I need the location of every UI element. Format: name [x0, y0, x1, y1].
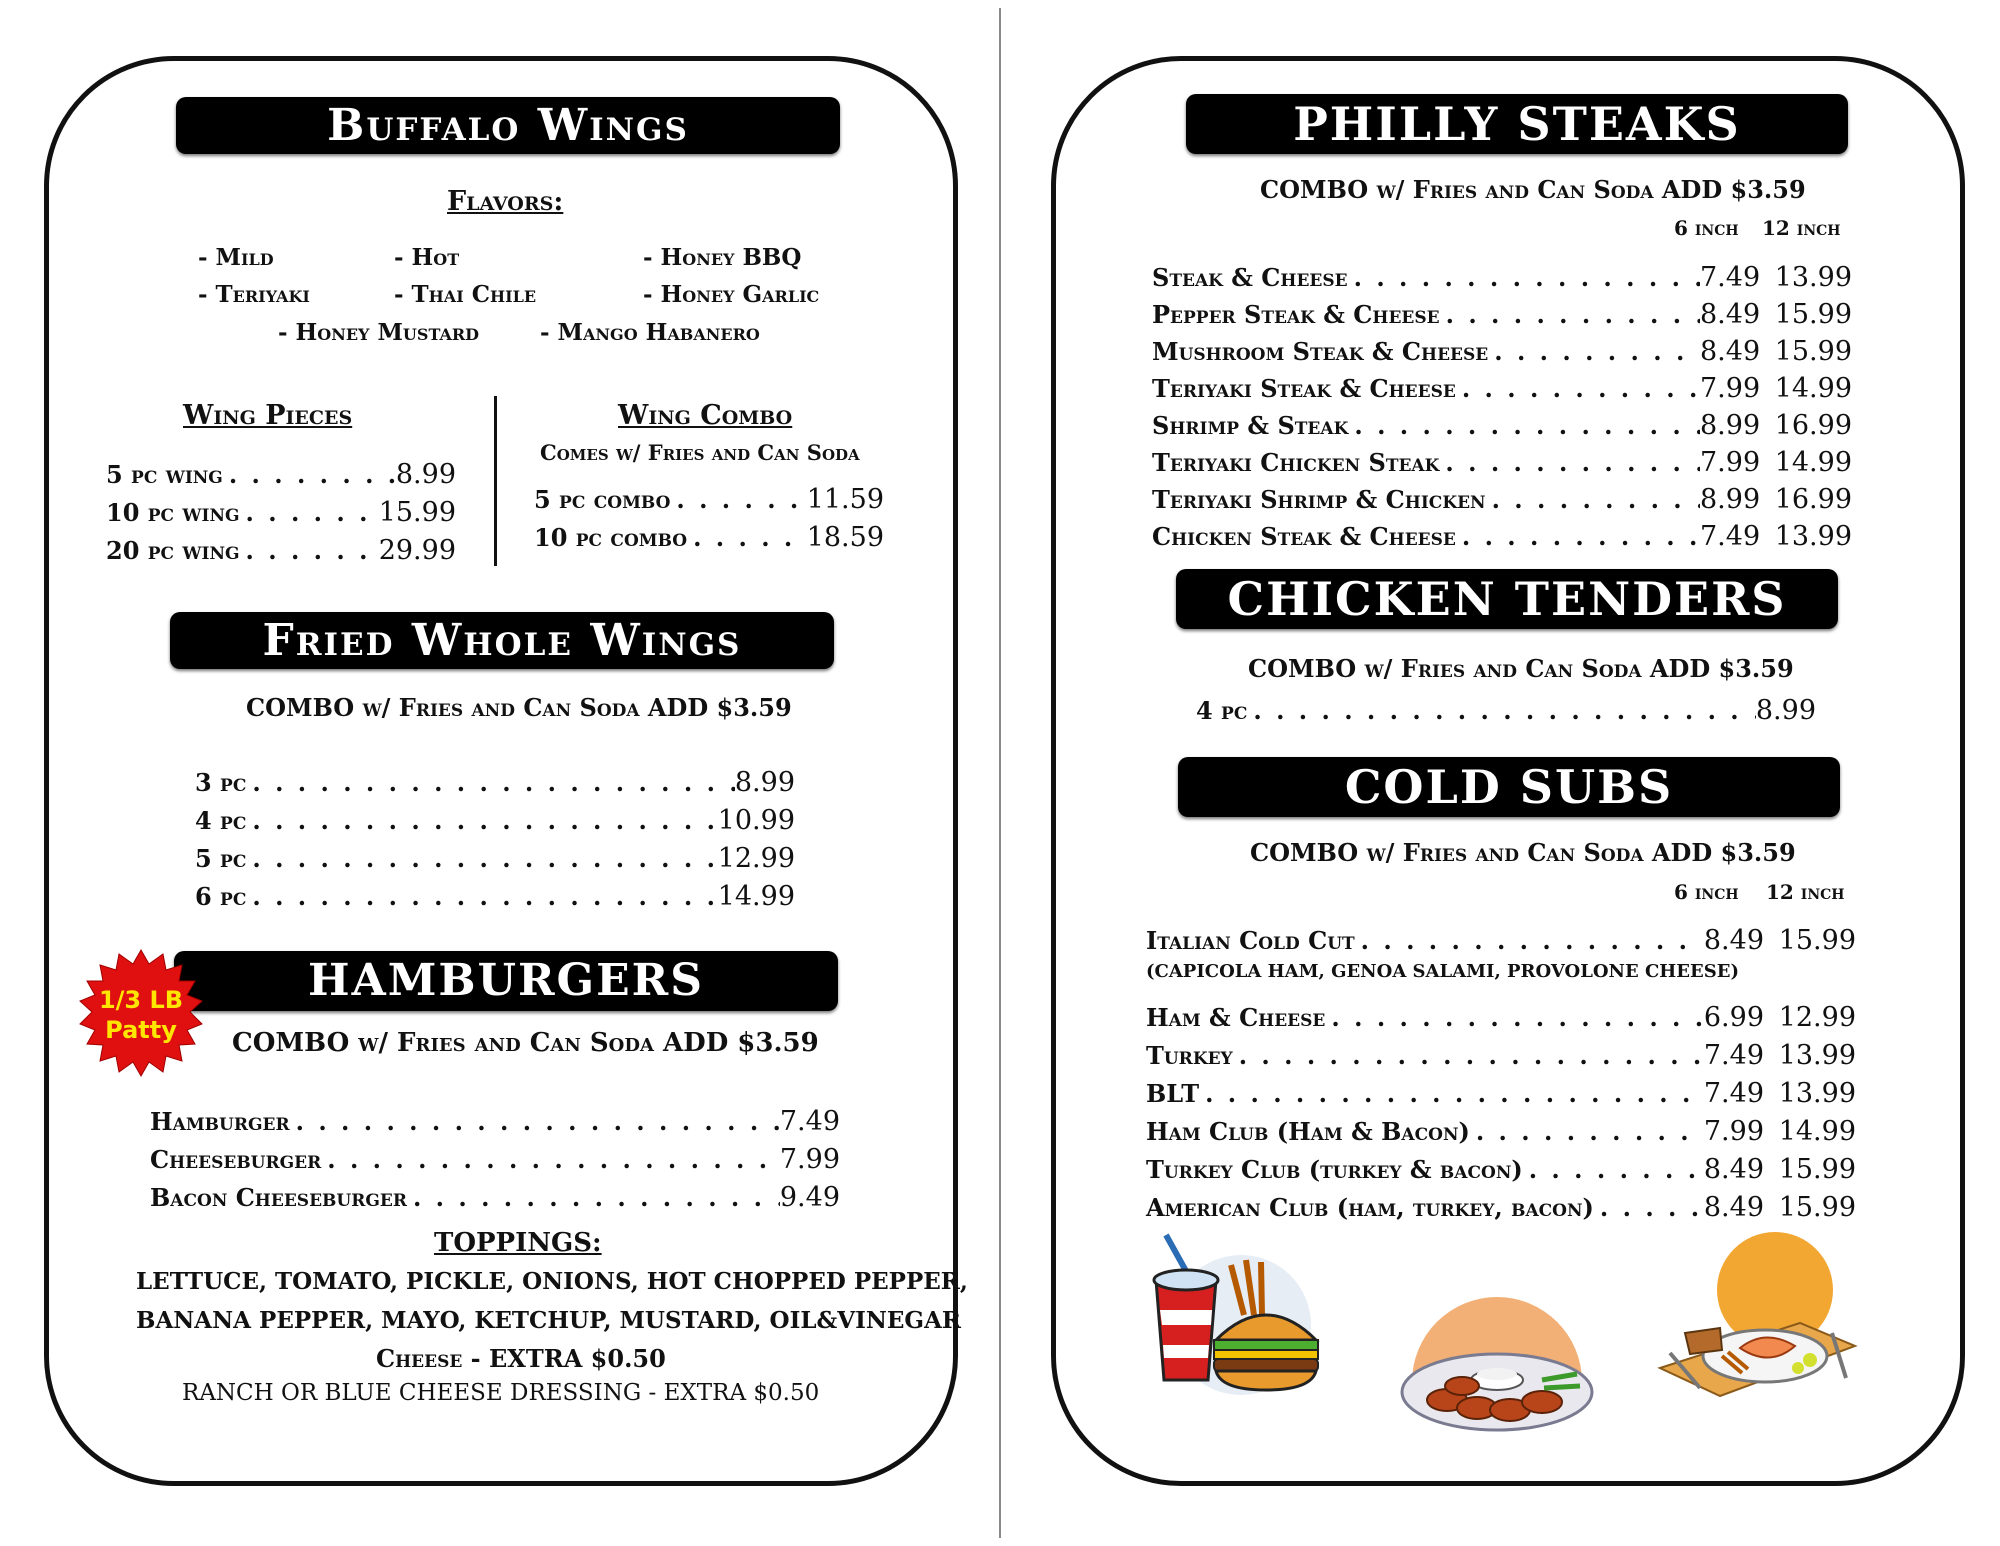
item-name: 3 pc: [195, 768, 247, 797]
toppings-heading: TOPPINGS:: [434, 1228, 602, 1258]
price-6inch: 8.99: [1700, 484, 1761, 515]
item-name: Cheeseburger: [150, 1145, 322, 1174]
price-6inch: 8.49: [1703, 925, 1764, 956]
philly-col-12inch: 12 inch: [1762, 216, 1841, 240]
price-12inch: 13.99: [1778, 1040, 1856, 1071]
item-price: 8.99: [395, 459, 456, 490]
price-12inch: 16.99: [1774, 410, 1852, 441]
fried-whole-wings-combo: COMBO w/ Fries and Can Soda ADD $3.59: [246, 693, 792, 722]
wings-dip-illustration: [1392, 1262, 1602, 1437]
item-price: 8.99: [1755, 695, 1816, 726]
salmon-plate-illustration: [1650, 1228, 1860, 1403]
fried-wings-row: [195, 767, 795, 798]
philly-steak-row: [1152, 373, 1852, 404]
tenders-row: [1196, 695, 1816, 726]
price-12inch: 15.99: [1778, 925, 1856, 956]
philly-steak-row: [1152, 521, 1852, 552]
price-12inch: 14.99: [1774, 447, 1852, 478]
flavors-heading: Flavors:: [447, 186, 564, 217]
badge-line1: 1/3 LB: [98, 986, 184, 1014]
item-price: 29.99: [378, 535, 456, 566]
item-name: Ham Club (Ham & Bacon): [1146, 1117, 1470, 1146]
price-12inch: 13.99: [1778, 1078, 1856, 1109]
flavor-teriyaki: - Teriyaki: [198, 281, 310, 308]
item-price: 15.99: [378, 497, 456, 528]
price-12inch: 15.99: [1774, 336, 1852, 367]
item-name: Shrimp & Steak: [1152, 411, 1349, 440]
cold-sub-row: [1146, 1116, 1856, 1147]
philly-steak-row: [1152, 262, 1852, 293]
wing-section-divider: [494, 396, 497, 566]
price-6inch: 7.99: [1703, 1116, 1764, 1147]
tenders-combo: COMBO w/ Fries and Can Soda ADD $3.59: [1248, 654, 1794, 683]
fried-wings-row: [195, 805, 795, 836]
cold-subs-combo: COMBO w/ Fries and Can Soda ADD $3.59: [1250, 838, 1796, 867]
cold-sub-row: [1146, 1154, 1856, 1185]
item-price: 9.49: [779, 1182, 840, 1213]
toppings-line-2: BANANA PEPPER, MAYO, KETCHUP, MUSTARD, OIL&VINEGAR: [136, 1307, 962, 1334]
badge-line2: Patty: [105, 1016, 177, 1044]
wing-pieces-row: [106, 497, 456, 528]
item-name: Teriyaki Chicken Steak: [1152, 448, 1440, 477]
price-12inch: 14.99: [1778, 1116, 1856, 1147]
item-name: 5 pc combo: [534, 485, 671, 514]
price-12inch: 16.99: [1774, 484, 1852, 515]
hamburgers-combo: COMBO w/ Fries and Can Soda ADD $3.59: [232, 1028, 819, 1058]
item-name: American Club (ham, turkey, bacon): [1146, 1193, 1594, 1222]
price-12inch: 13.99: [1774, 262, 1852, 293]
burger-soda-fries-illustration: [1136, 1230, 1336, 1400]
item-name: Teriyaki Shrimp & Chicken: [1152, 485, 1486, 514]
fried-wings-row: [195, 881, 795, 912]
item-name: Pepper Steak & Cheese: [1152, 300, 1440, 329]
flavor-hot: - Hot: [394, 244, 460, 271]
wing-combo-row: [534, 522, 884, 553]
item-price: 12.99: [717, 843, 795, 874]
price-6inch: 8.49: [1703, 1154, 1764, 1185]
item-name: Hamburger: [150, 1107, 290, 1136]
price-6inch: 7.99: [1700, 447, 1761, 478]
price-6inch: 7.49: [1700, 262, 1761, 293]
item-price: 14.99: [717, 881, 795, 912]
flavor-mild: - Mild: [198, 244, 274, 271]
cold-sub-row: [1146, 1002, 1856, 1033]
buffalo-wings-banner: Buffalo Wings: [176, 97, 840, 154]
page-divider: [999, 8, 1001, 1538]
wing-pieces-row: [106, 459, 456, 490]
philly-steaks-banner: PHILLY STEAKS: [1186, 94, 1848, 154]
cold-sub-row: [1146, 1040, 1856, 1071]
wing-pieces-heading: Wing Pieces: [183, 400, 353, 431]
price-6inch: 8.49: [1700, 336, 1761, 367]
patty-badge-icon: [76, 948, 206, 1078]
item-name: 10 pc combo: [534, 523, 688, 552]
flavor-honey-bbq: - Honey BBQ: [643, 244, 802, 271]
chicken-tenders-banner: CHICKEN TENDERS: [1176, 569, 1838, 629]
hamburgers-banner: HAMBURGERS: [174, 951, 838, 1011]
philly-steak-row: [1152, 336, 1852, 367]
item-name: Chicken Steak & Cheese: [1152, 522, 1456, 551]
item-name: 4 pc: [195, 806, 247, 835]
burger-row: [150, 1182, 840, 1213]
wing-combo-note: Comes w/ Fries and Can Soda: [540, 440, 860, 465]
price-6inch: 7.49: [1703, 1040, 1764, 1071]
item-price: 8.99: [734, 767, 795, 798]
wing-combo-row: [534, 484, 884, 515]
fried-whole-wings-banner: Fried Whole Wings: [170, 612, 834, 669]
price-6inch: 7.49: [1700, 521, 1761, 552]
philly-steak-row: [1152, 410, 1852, 441]
price-6inch: 8.99: [1700, 410, 1761, 441]
price-12inch: 12.99: [1778, 1002, 1856, 1033]
flavor-mango-habanero: - Mango Habanero: [540, 319, 760, 346]
item-name: 10 pc wing: [106, 498, 240, 527]
flavor-honey-garlic: - Honey Garlic: [643, 281, 820, 308]
philly-steak-row: [1152, 447, 1852, 478]
item-price: 7.49: [779, 1106, 840, 1137]
item-name: Steak & Cheese: [1152, 263, 1348, 292]
philly-steak-row: [1152, 299, 1852, 330]
wing-combo-heading: Wing Combo: [618, 400, 793, 431]
toppings-line-1: LETTUCE, TOMATO, PICKLE, ONIONS, HOT CHOPPED PEPPER,: [136, 1268, 968, 1295]
price-6inch: 7.99: [1700, 373, 1761, 404]
burger-row: [150, 1106, 840, 1137]
item-name: Teriyaki Steak & Cheese: [1152, 374, 1456, 403]
item-name: 20 pc wing: [106, 536, 240, 565]
cold-subs-col-6inch: 6 inch: [1674, 880, 1739, 904]
item-price: 7.99: [779, 1144, 840, 1175]
cold-subs-banner: COLD SUBS: [1178, 757, 1840, 817]
toppings-line-3: Cheese - EXTRA $0.50: [376, 1344, 666, 1373]
price-6inch: 6.99: [1703, 1002, 1764, 1033]
flavor-thai-chile: - Thai Chile: [394, 281, 537, 308]
item-name: 4 pc: [1196, 696, 1248, 725]
fried-wings-row: [195, 843, 795, 874]
cold-sub-row: [1146, 925, 1856, 956]
price-6inch: 8.49: [1700, 299, 1761, 330]
cold-sub-row: [1146, 1192, 1856, 1223]
item-name: 6 pc: [195, 882, 247, 911]
price-12inch: 13.99: [1774, 521, 1852, 552]
price-12inch: 15.99: [1774, 299, 1852, 330]
item-name: Turkey: [1146, 1041, 1233, 1070]
italian-cold-cut-note: (CAPICOLA HAM, GENOA SALAMI, PROVOLONE CHEESE): [1146, 961, 1739, 982]
item-name: Ham & Cheese: [1146, 1003, 1326, 1032]
item-name: 5 pc: [195, 844, 247, 873]
item-name: 5 pc wing: [106, 460, 223, 489]
price-12inch: 15.99: [1778, 1154, 1856, 1185]
item-price: 11.59: [806, 484, 884, 515]
flavor-honey-mustard: - Honey Mustard: [278, 319, 480, 346]
cold-sub-row: [1146, 1078, 1856, 1109]
item-name: Mushroom Steak & Cheese: [1152, 337, 1489, 366]
burger-row: [150, 1144, 840, 1175]
item-price: 18.59: [806, 522, 884, 553]
philly-combo: COMBO w/ Fries and Can Soda ADD $3.59: [1260, 175, 1806, 204]
philly-steak-row: [1152, 484, 1852, 515]
price-6inch: 8.49: [1703, 1192, 1764, 1223]
price-12inch: 14.99: [1774, 373, 1852, 404]
item-price: 10.99: [717, 805, 795, 836]
item-name: Bacon Cheeseburger: [150, 1183, 407, 1212]
wing-pieces-row: [106, 535, 456, 566]
price-12inch: 15.99: [1778, 1192, 1856, 1223]
toppings-line-4: RANCH OR BLUE CHEESE DRESSING - EXTRA $0.50: [182, 1380, 820, 1406]
item-name: Italian Cold Cut: [1146, 926, 1355, 955]
item-name: Turkey Club (turkey & bacon): [1146, 1155, 1523, 1184]
price-6inch: 7.49: [1703, 1078, 1764, 1109]
philly-col-6inch: 6 inch: [1674, 216, 1739, 240]
cold-subs-col-12inch: 12 inch: [1766, 880, 1845, 904]
item-name: BLT: [1146, 1079, 1200, 1108]
